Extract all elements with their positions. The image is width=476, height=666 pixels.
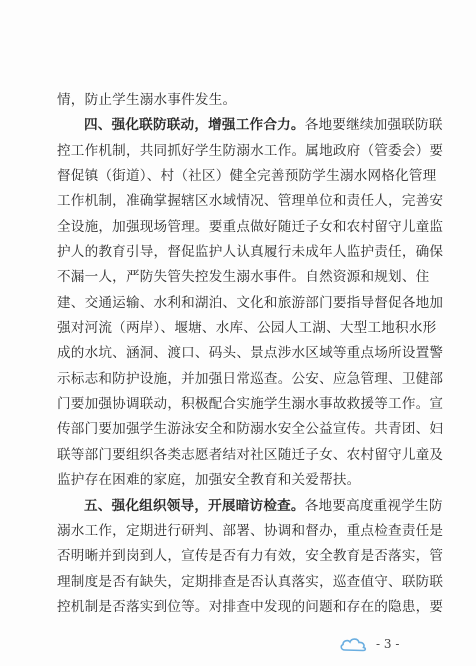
text-line [57,494,443,519]
line-text: 控工作机制，共同抓好学生防溺水工作。属地政府（管委会）要 [57,142,444,159]
document-body [57,88,444,620]
text-line [57,544,444,569]
line-text: 传部门要加强学生游泳安全和防溺水安全公益宣传。共青团、妇 [57,421,444,438]
line-text: 门要加强协调联动，积极配合实施学生溺水事故救援等工作。宣 [57,396,444,413]
line-text: 工作机制，准确掌握辖区水域情况、管理单位和责任人，完善安 [57,193,444,210]
text-line [57,341,444,366]
text-line [57,392,444,417]
line-text: 溺水工作，定期进行研判、部署、协调和督办，重点检查责任是 [57,522,444,539]
line-text: 成的水坑、涵洞、渡口、码头、景点涉水区域等重点场所设置警 [57,345,444,362]
line-text: 示标志和防护设施，并加强日常巡查。公安、应急管理、卫健部 [57,370,444,387]
line-text: 联等部门要组织各类志愿者结对社区随迁子女、农村留守儿童及 [57,446,444,463]
section-heading: 五、强化组织领导，开展暗访检查。 [84,497,305,514]
line-text: 建、交通运输、水利和湖泊、文化和旅游部门要指导督促各地加 [57,294,444,311]
text-line [57,468,427,493]
line-text: 监护存在困难的家庭，加强安全教育和关爱帮扶。 [57,472,361,489]
line-text: 各地要继续加强联防联 [304,117,443,134]
text-line [57,265,430,290]
text-line [57,164,437,189]
text-line [57,417,444,442]
line-text: 各地要高度重视学生防 [304,497,443,514]
line-text: 理制度是否有缺失，定期排查是否认真落实，巡查值守、联防联 [57,573,444,590]
text-line [57,189,444,214]
line-text: 强对河流（两岸）、堰塘、水库、公园人工湖、大型工地积水形 [57,320,437,337]
text-line [57,595,444,620]
line-text: 护人的教育引导，督促监护人认真履行未成年人监护责任，确保 [57,244,444,261]
text-line [57,113,443,138]
text-line [57,88,427,113]
line-text: 不漏一人，严防失管失控发生溺水事件。自然资源和规划、住 [57,269,430,286]
line-text: 否明晰并到岗到人，宣传是否有力有效，安全教育是否落实，管 [57,548,444,565]
line-text: 控机制是否落实到位等。对排查中发现的问题和存在的隐患，要 [57,598,444,615]
text-line [57,139,444,164]
section-heading: 四、强化联防联动，增强工作合力。 [84,117,305,134]
text-line [57,240,444,265]
text-line [57,291,444,316]
text-line [57,570,444,595]
text-line [57,215,444,240]
cloud-icon [338,634,372,654]
text-line [57,316,437,341]
line-text: 全设施，加强现场管理。要重点做好随迁子女和农村留守儿童监 [57,218,444,235]
text-line [57,519,444,544]
line-text: 督促镇（街道）、村（社区）健全完善预防学生溺水网格化管理 [57,168,437,185]
line-text: 情，防止学生溺水事件发生。 [57,92,237,108]
text-line [57,443,444,468]
page-footer [338,633,399,655]
text-line [57,367,444,392]
page-number: - 3 - [376,637,400,651]
